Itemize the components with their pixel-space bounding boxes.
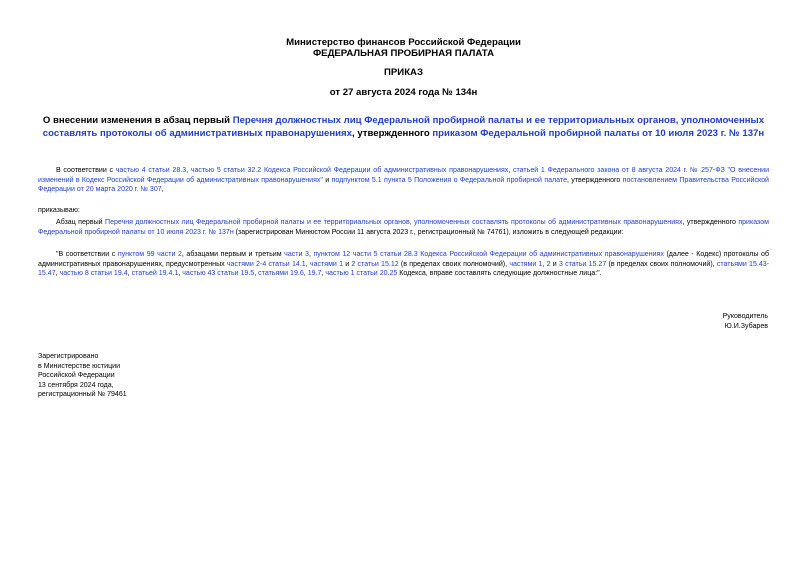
link[interactable]: части 3 [284,251,309,258]
text: , [186,167,191,174]
link[interactable]: частями 1 [309,260,343,268]
link[interactable]: статьей 19.4.1 [131,270,179,278]
title-text: , утвержденного [351,127,433,139]
link-koap[interactable]: Кодекса Российской Федерации об административных правонарушениях [263,167,509,174]
text: (в пределах своих полномочий), [606,260,717,268]
text: и [550,260,559,268]
title-link-list[interactable]: Перечня должностных лиц Федеральной пробирной палаты и ее территориальных органов, уполномоченных составлять протоколы об административных правонарушениях [42,115,765,139]
text: "В соответствии с [56,251,118,258]
registration-line: в Министерстве юстиции [38,362,121,370]
text: , [305,260,310,268]
registration-line: Зарегистрировано [38,353,99,360]
signature-name: Ю.И.Зубарев [724,323,768,330]
link-order-137n[interactable]: приказом Федеральной пробирной палаты от 10 июля 2023 г. № 137н [38,219,769,236]
main-paragraph [38,218,769,237]
registration-line: регистрационный № 79461 [38,391,127,399]
ministry-heading: Министерство финансов Российской Федерации [286,37,521,48]
link[interactable]: 2 статьи 15.12 [351,260,399,268]
text: , утвержденного [682,219,739,226]
link[interactable]: 19.7 [307,270,322,278]
text: , [127,270,132,278]
text: , [254,270,259,278]
text: (зарегистрирован Минюстом России 11 августа 2023 г., регистрационный № 74761), изложить в следующей редакции: [233,228,624,236]
link[interactable]: пунктом 12 части 5 статьи 28.3 [313,251,418,258]
text: , [303,270,308,278]
text: и [343,260,352,268]
preamble-paragraph [38,166,769,195]
text: и [322,176,332,184]
text: , [508,167,513,174]
link[interactable]: частью 43 статьи 19.5 [182,270,255,278]
signature-position: Руководитель [722,313,768,320]
link-government-decree-307[interactable]: постановлением Правительства Российской Федерации от 20 марта 2020 г. № 307 [38,176,769,194]
text: , абзацами первым и третьим [181,251,285,258]
date-number-heading: от 27 августа 2024 года № 134н [329,87,478,98]
text: , [542,260,547,268]
link-part5-art32-2[interactable]: частью 5 статьи 32.2 [190,167,262,174]
link[interactable]: частями 2-4 статьи 14.1 [226,260,306,268]
text: Абзац первый [56,219,105,226]
link-federal-law-257[interactable]: статьей 1 Федерального закона от 8 августа 2024 г. № 257-ФЗ "О внесении изменений в Кодекс Российской Федерации об административных правонарушениях" [38,167,770,184]
link[interactable]: 2 [546,260,551,268]
link[interactable]: пунктом 99 части 2 [117,251,182,258]
doc-type-heading: ПРИКАЗ [384,67,423,78]
chamber-heading: ФЕДЕРАЛЬНАЯ ПРОБИРНАЯ ПАЛАТА [312,48,494,59]
text: , [178,270,183,278]
text: (в пределах своих полномочий), [398,260,510,268]
link-regulation[interactable]: Положения о Федеральной пробирной палате [414,176,567,184]
document-title [40,115,767,140]
link[interactable]: частью 1 статьи 20.25 [325,270,398,278]
text: (далее - Кодекс) протоколы об административных правонарушениях, предусмотренных [38,251,769,268]
link[interactable]: частями 1 [509,260,543,268]
text: , утвержденного [567,176,623,184]
order-word: приказываю: [38,207,80,214]
link-part4-art28-3[interactable]: частью 4 статьи 28.3 [115,167,187,174]
link[interactable]: частью 8 статьи 19.4 [59,270,128,278]
registration-line: 13 сентября 2024 года, [38,381,114,389]
link[interactable]: 3 статьи 15.27 [558,260,607,268]
link[interactable]: Кодекса Российской Федерации об административных правонарушениях [420,251,664,258]
link-subpoint-5-1[interactable]: подпунктом 5.1 пункта 5 [331,176,412,184]
text: В соответствии с [56,167,116,174]
title-link-order[interactable]: приказом Федеральной пробирной палаты от 10 июля 2023 г. № 137н [432,127,765,139]
text: , [308,251,314,258]
title-text: О внесении изменения в абзац первый [42,115,233,126]
quoted-paragraph [38,250,769,279]
text: , [161,186,164,194]
link-list[interactable]: Перечня должностных лиц Федеральной пробирной палаты и ее территориальных органов, уполномоченных составлять протоколы об административных правонарушениях [105,219,683,226]
text: , [55,270,60,278]
registration-block [38,352,127,400]
link[interactable]: статьями 19.6 [258,270,304,278]
registration-line: Российской Федерации [38,372,115,380]
link[interactable]: статьями 15.43-15.47 [38,260,770,278]
text: Кодекса, вправе составлять следующие должностные лица:". [397,270,602,278]
text: , [321,270,326,278]
